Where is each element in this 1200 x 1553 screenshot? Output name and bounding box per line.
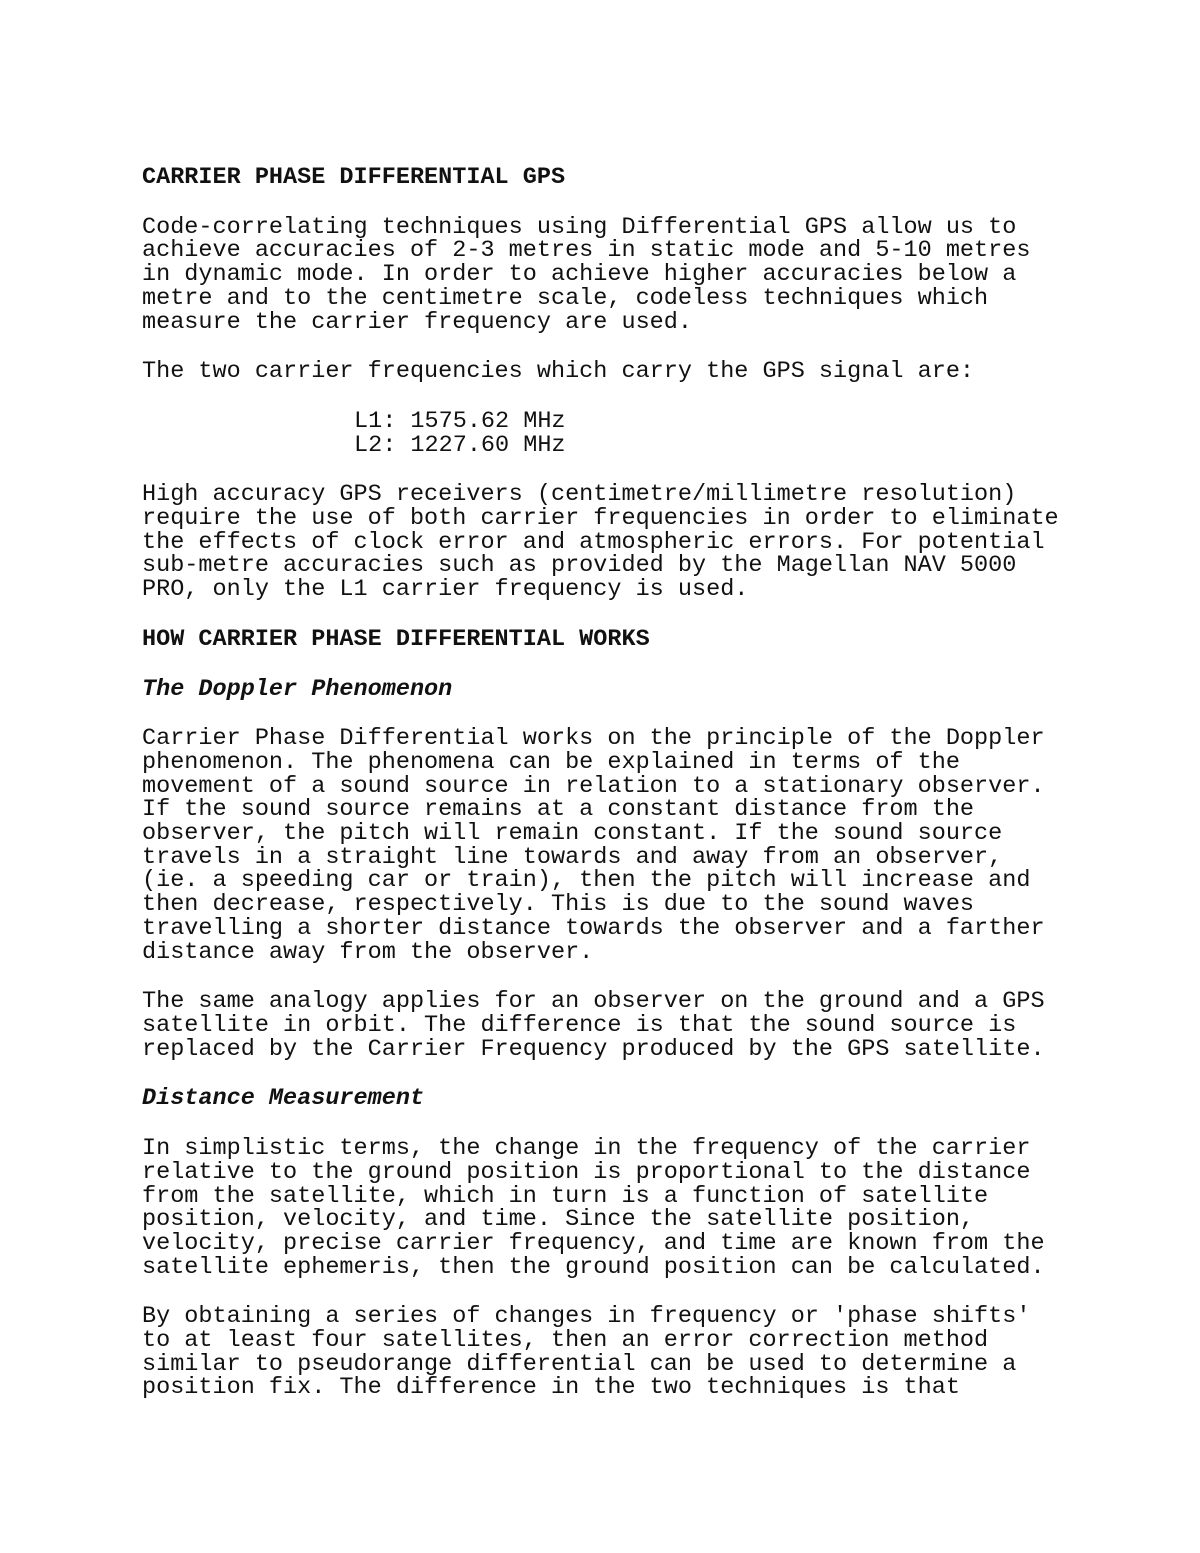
doppler-line: movement of a sound source in relation to a stationary observer.: [142, 772, 1045, 800]
distance-heading: Distance Measurement: [142, 1085, 425, 1113]
doppler-line: then decrease, respectively. This is due to the sound waves: [142, 891, 975, 919]
phase-shift-line: By obtaining a series of changes in frequency or 'phase shifts': [142, 1303, 1031, 1331]
doppler-line: (ie. a speeding car or train), then the pitch will increase and: [142, 867, 1031, 895]
intro-line: in dynamic mode. In order to achieve higher accuracies below a: [142, 261, 1017, 289]
spacer: [142, 1061, 1142, 1087]
phase-shift-line: to at least four satellites, then an error correction method: [142, 1327, 989, 1355]
spacer: [142, 334, 1142, 360]
doppler-paragraph: [142, 727, 1142, 964]
distance-line: relative to the ground position is proportional to the distance: [142, 1158, 1031, 1186]
spacer: [142, 964, 1142, 990]
analogy-line: satellite in orbit. The difference is that the sound source is: [142, 1011, 1017, 1039]
high-accuracy-line: High accuracy GPS receivers (centimetre/millimetre resolution): [142, 481, 1017, 509]
distance-line: velocity, precise carrier frequency, and time are known from the: [142, 1229, 1045, 1257]
phase-shift-line: position fix. The difference in the two techniques is that: [142, 1374, 960, 1402]
document-title: CARRIER PHASE DIFFERENTIAL GPS: [142, 164, 566, 191]
frequencies-intro: The two carrier frequencies which carry the GPS signal are:: [142, 358, 975, 386]
how-it-works-heading: HOW CARRIER PHASE DIFFERENTIAL WORKS: [142, 625, 650, 653]
distance-line: satellite ephemeris, then the ground position can be calculated.: [142, 1253, 1045, 1281]
distance-line: In simplistic terms, the change in the frequency of the carrier: [142, 1135, 1031, 1163]
doppler-line: observer, the pitch will remain constant. If the sound source: [142, 820, 1003, 848]
doppler-line: travels in a straight line towards and away from an observer,: [142, 843, 1003, 871]
doppler-line: Carrier Phase Differential works on the principle of the Doppler: [142, 725, 1045, 753]
intro-line: Code-correlating techniques using Differential GPS allow us to: [142, 213, 1017, 241]
high-accuracy-line: PRO, only the L1 carrier frequency is used.: [142, 576, 749, 604]
high-accuracy-line: sub-metre accuracies such as provided by the Magellan NAV 5000: [142, 552, 1017, 580]
distance-paragraph: [142, 1137, 1142, 1279]
spacer: [142, 1279, 1142, 1305]
document-page: [142, 166, 1142, 1400]
doppler-line: phenomenon. The phenomena can be explained in terms of the: [142, 748, 960, 776]
high-accuracy-line: the effects of clock error and atmospheric errors. For potential: [142, 528, 1045, 556]
intro-line: metre and to the centimetre scale, codeless techniques which: [142, 284, 989, 312]
spacer: [142, 1111, 1142, 1137]
frequency-l2: L2: 1227.60 MHz: [354, 431, 566, 459]
phase-shift-paragraph: [142, 1305, 1142, 1400]
doppler-line: distance away from the observer.: [142, 938, 594, 966]
doppler-line: travelling a shorter distance towards the observer and a farther: [142, 914, 1045, 942]
intro-paragraph: [142, 213, 1142, 336]
spacer: [142, 190, 1142, 216]
spacer: [142, 701, 1142, 727]
doppler-line: If the sound source remains at a constant distance from the: [142, 796, 975, 824]
analogy-line: The same analogy applies for an observer on the ground and a GPS: [142, 988, 1045, 1016]
analogy-line: replaced by the Carrier Frequency produced by the GPS satellite.: [142, 1035, 1045, 1063]
distance-line: from the satellite, which in turn is a function of satellite: [142, 1182, 989, 1210]
spacer: [142, 384, 1142, 410]
high-accuracy-line: require the use of both carrier frequencies in order to eliminate: [142, 505, 1059, 533]
high-accuracy-paragraph: [142, 483, 1142, 602]
intro-line: achieve accuracies of 2-3 metres in static mode and 5-10 metres: [142, 237, 1031, 265]
spacer: [142, 652, 1142, 678]
frequency-l1: L1: 1575.62 MHz: [354, 407, 566, 435]
intro-line: measure the carrier frequency are used.: [142, 308, 692, 336]
analogy-paragraph: [142, 990, 1142, 1061]
spacer: [142, 457, 1142, 483]
doppler-heading: The Doppler Phenomenon: [142, 675, 453, 703]
distance-line: position, velocity, and time. Since the satellite position,: [142, 1206, 975, 1234]
frequency-list: [142, 407, 1142, 459]
spacer: [142, 602, 1142, 628]
phase-shift-line: similar to pseudorange differential can be used to determine a: [142, 1350, 1017, 1378]
